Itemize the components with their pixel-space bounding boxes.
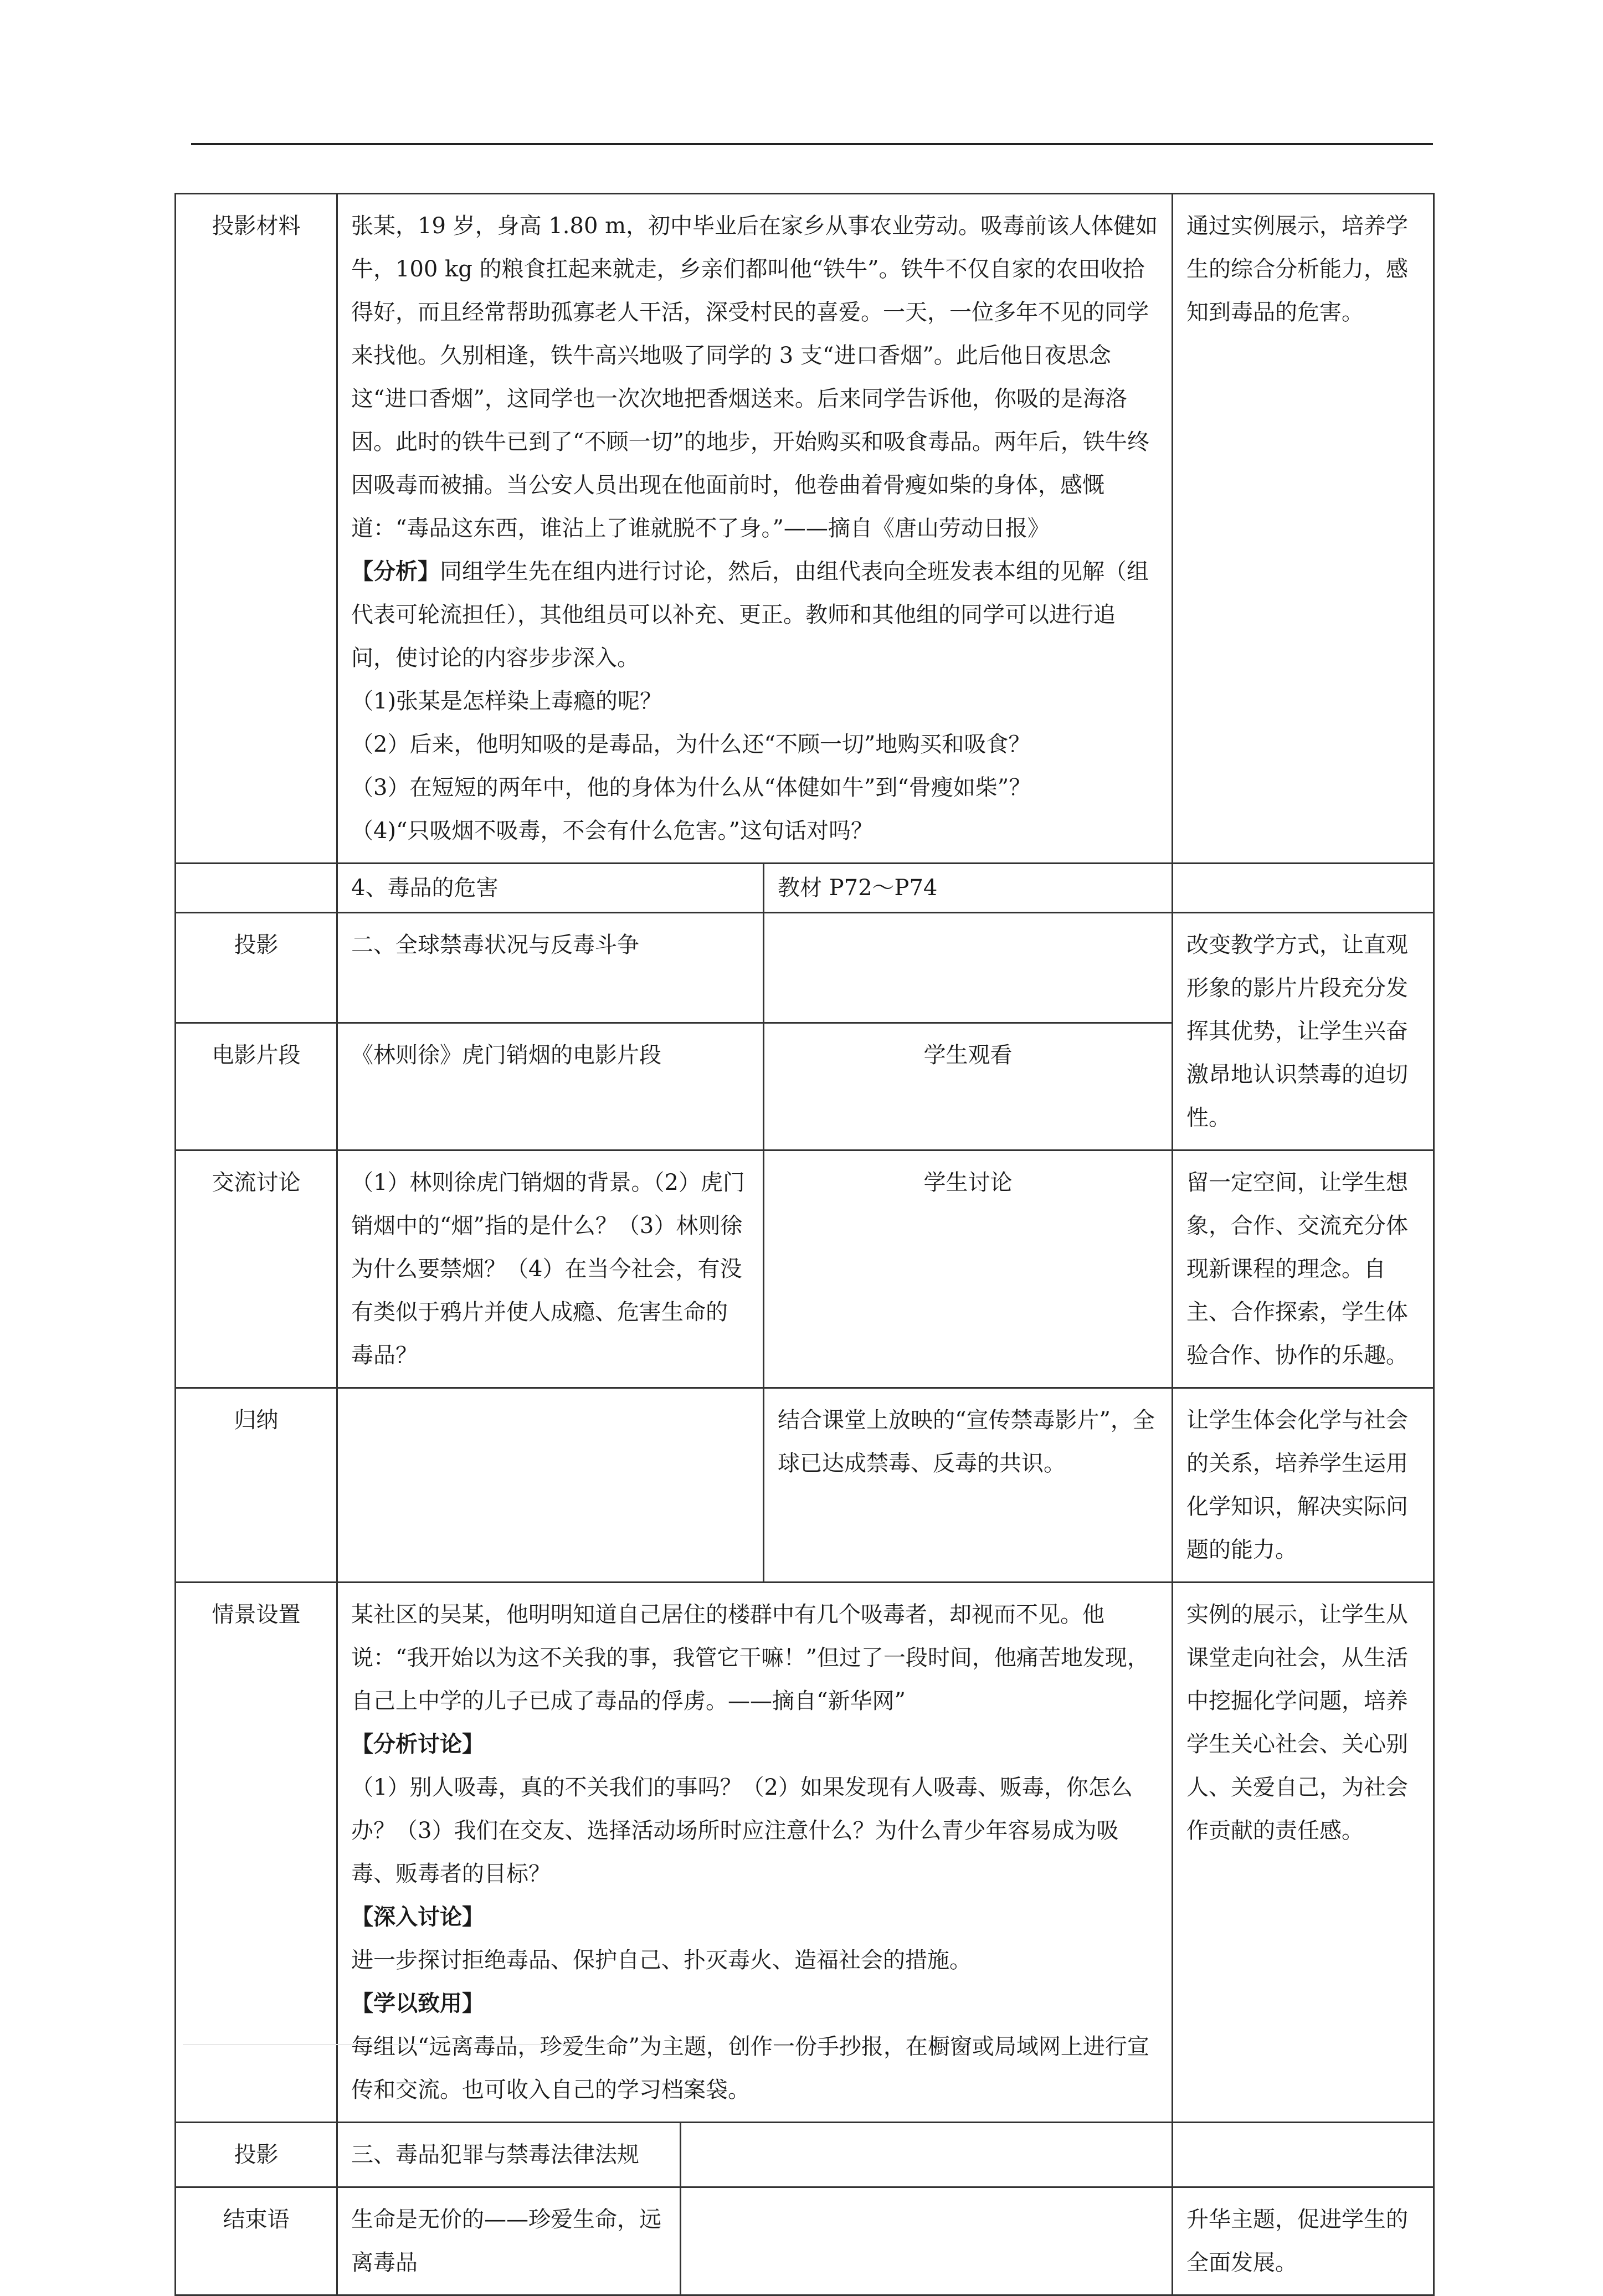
footer-rule: [183, 2044, 615, 2045]
design-note: 让学生体会化学与社会的关系，培养学生运用化学知识，解决实际问题的能力。: [1173, 1388, 1434, 1583]
activity-empty: [681, 2187, 1173, 2295]
row-label: 归纳: [176, 1388, 337, 1583]
row-label: 交流讨论: [176, 1150, 337, 1388]
textbook-ref: 教材 P72～P74: [764, 864, 1173, 913]
section-tag: 【分析讨论】: [351, 1731, 484, 1757]
topic-text: 二、全球禁毒状况与反毒斗争: [337, 913, 764, 1023]
design-note: 留一定空间，让学生想象，合作、交流充分体现新课程的理念。自主、合作探索，学生体验合作、协作的乐趣。: [1173, 1150, 1434, 1388]
note-empty: [1173, 864, 1434, 913]
section-text: （1）别人吸毒，真的不关我们的事吗？（2）如果发现有人吸毒、贩毒，你怎么办？（3）我们在交友、选择活动场所时应注意什么？为什么青少年容易成为吸毒、贩毒者的目标？: [351, 1775, 1133, 1887]
design-note: 改变教学方式，让直观形象的影片片段充分发挥其优势，让学生兴奋激昂地认识禁毒的迫切性。: [1173, 913, 1434, 1150]
row-label: 情景设置: [176, 1583, 337, 2123]
row-label: 电影片段: [176, 1023, 337, 1150]
analysis-text: 同组学生先在组内进行讨论，然后，由组代表向全班发表本组的见解（组代表可轮流担任），其他组员可以补充、更正。教师和其他组的同学可以进行追问，使讨论的内容步步深入。: [351, 559, 1149, 671]
design-note: 实例的展示，让学生从课堂走向社会，从生活中挖掘化学问题，培养学生关心社会、关心别人、关爱自己，为社会作贡献的责任感。: [1173, 1583, 1434, 2123]
analysis-tag: 【分析】: [351, 558, 440, 584]
table-row: [176, 194, 1434, 864]
row-label: 结束语: [176, 2187, 337, 2295]
note-empty: [1173, 2123, 1434, 2187]
discussion-questions: （1）林则徐虎门销烟的背景。（2）虎门销烟中的“烟”指的是什么？（3）林则徐为什么要禁烟？（4）在当今社会，有没有类似于鸦片并使人成瘾、危害生命的毒品？: [337, 1150, 764, 1388]
table-row: [176, 913, 1434, 1023]
table-row: [176, 2123, 1434, 2187]
row-label: 投影: [176, 2123, 337, 2187]
question-1: （1)张某是怎样染上毒瘾的呢？: [351, 689, 662, 714]
section-text: 进一步探讨拒绝毒品、保护自己、扑灭毒火、造福社会的措施。: [351, 1948, 972, 1973]
content-text: 《林则徐》虎门销烟的电影片段: [337, 1023, 764, 1150]
table-row: [176, 2187, 1434, 2295]
section-tag: 【深入讨论】: [351, 1904, 484, 1930]
row-label: 投影: [176, 913, 337, 1023]
section-tag: 【学以致用】: [351, 1990, 484, 2016]
table-row: [176, 864, 1434, 913]
analysis-block: [351, 550, 1158, 680]
scenario-material: [337, 1583, 1173, 2123]
student-activity: 学生讨论: [764, 1150, 1173, 1388]
question-3: （3）在短短的两年中，他的身体为什么从“体健如牛”到“骨瘦如柴”？: [351, 775, 1031, 800]
activity-empty: [764, 913, 1173, 1023]
row-label-empty: [176, 864, 337, 913]
header-rule: [191, 143, 1433, 145]
case-material: [337, 194, 1173, 864]
topic-text: 三、毒品犯罪与禁毒法律法规: [337, 2123, 681, 2187]
closing-text: 生命是无价的——珍爱生命，远离毒品: [337, 2187, 681, 2295]
activity-empty: [681, 2123, 1173, 2187]
table-row: [176, 1388, 1434, 1583]
row-label: 投影材料: [176, 194, 337, 864]
question-4: （4)“只吸烟不吸毒，不会有什么危害。”这句话对吗？: [351, 818, 873, 844]
student-activity: 学生观看: [764, 1023, 1173, 1150]
table-row: [176, 1150, 1434, 1388]
content-empty: [337, 1388, 764, 1583]
section-text: 每组以“远离毒品，珍爱生命”为主题，创作一份手抄报，在橱窗或局域网上进行宣传和交流。也可收入自己的学习档案袋。: [351, 2034, 1149, 2103]
lesson-plan-table: [174, 193, 1435, 2296]
topic-text: 4、毒品的危害: [337, 864, 764, 913]
design-note: 通过实例展示，培养学生的综合分析能力，感知到毒品的危害。: [1173, 194, 1434, 864]
case-story: 张某，19 岁，身高 1.80 m，初中毕业后在家乡从事农业劳动。吸毒前该人体健如牛，100 kg 的粮食扛起来就走，乡亲们都叫他“铁牛”。铁牛不仅自家的农田收拾得好，而且经常帮助孤寡老人干活，深受村民的喜爱。一天，一位多年不见的同学来找他。久别相逢，铁牛高兴地吸了同学的 3 支“进口香烟”。此后他日夜思念这“进口香烟”，这同学也一次次地把香烟送来。后来同学告诉他，你吸的是海洛因。此时的铁牛已到了“不顾一切”的地步，开始购买和吸食毒品。两年后，铁牛终因吸毒而被捕。当公安人员出现在他面前时，他卷曲着骨瘦如柴的身体，感慨道：“毒品这东西，谁沾上了谁就脱不了身。”——摘自《唐山劳动日报》: [351, 213, 1158, 541]
scenario-story: 某社区的吴某，他明明知道自己居住的楼群中有几个吸毒者，却视而不见。他说：“我开始以为这不关我的事，我管它干嘛！”但过了一段时间，他痛苦地发现，自己上中学的儿子已成了毒品的俘虏。——摘自“新华网”: [351, 1602, 1149, 1714]
question-2: （2）后来，他明知吸的是毒品，为什么还“不顾一切”地购买和吸食？: [351, 732, 1031, 757]
student-activity: 结合课堂上放映的“宣传禁毒影片”，全球已达成禁毒、反毒的共识。: [764, 1388, 1173, 1583]
design-note: 升华主题，促进学生的全面发展。: [1173, 2187, 1434, 2295]
table-row: [176, 1583, 1434, 2123]
